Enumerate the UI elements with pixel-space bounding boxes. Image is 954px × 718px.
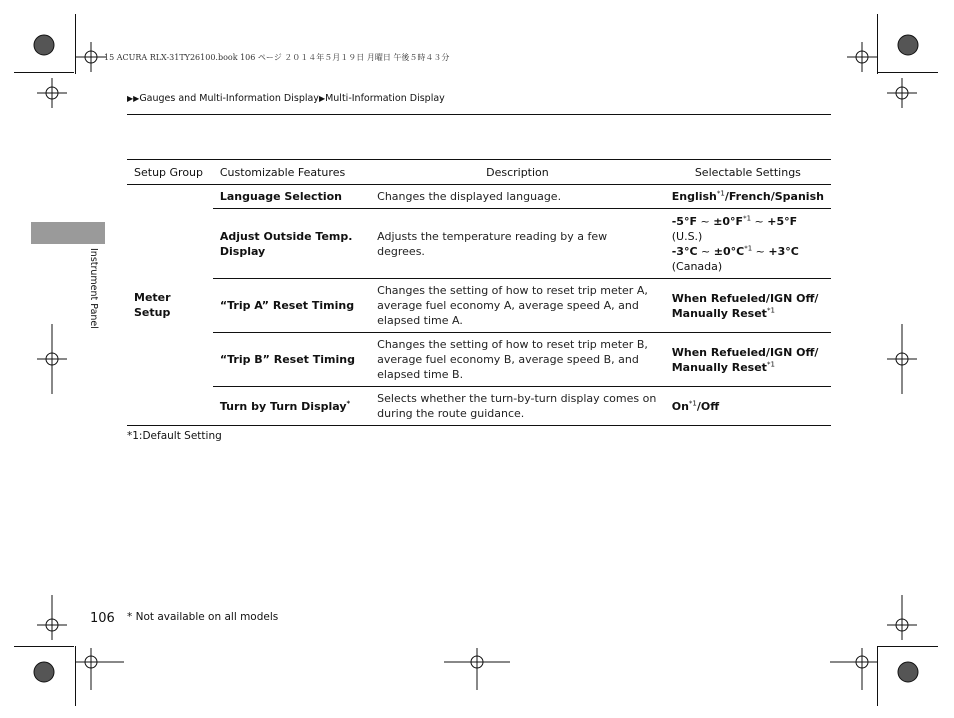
settings-cell: On$^{*1}$/Off: [665, 387, 831, 426]
description-cell: Changes the setting of how to reset trip meter B, average fuel economy B, average speed B, and elapsed time B.: [370, 333, 665, 387]
header-rule: [127, 114, 831, 115]
table-row: [127, 333, 831, 387]
header-description: Description: [370, 160, 665, 185]
feature-cell: Turn by Turn Display*: [213, 387, 370, 426]
header-setup-group: Setup Group: [127, 160, 213, 185]
setup-group-cell: Meter Setup: [127, 185, 213, 426]
feature-cell: “Trip B” Reset Timing: [213, 333, 370, 387]
print-header: 15 ACURA RLX-31TY26100.book 106 ページ ２０１４年５月１９日 月曜日 午後５時４３分: [104, 53, 450, 62]
table-row: [127, 279, 831, 333]
feature-cell: Adjust Outside Temp. Display: [213, 209, 370, 279]
table-row: [127, 209, 831, 279]
breadcrumb-arrow-icon: ▶▶: [127, 94, 140, 103]
default-setting-footnote: *1:Default Setting: [127, 430, 222, 442]
settings-cell: When Refueled/IGN Off/ Manually Reset$^{*1}$: [665, 279, 831, 333]
description-cell: Changes the setting of how to reset trip meter A, average fuel economy A, average speed A, and elapsed time A.: [370, 279, 665, 333]
table-header-row: [127, 160, 831, 185]
feature-cell: Language Selection: [213, 185, 370, 209]
header-customizable-features: Customizable Features: [213, 160, 370, 185]
chapter-tab: [31, 222, 105, 244]
breadcrumb: [127, 93, 445, 104]
breadcrumb-section: Gauges and Multi-Information Display: [139, 93, 319, 104]
settings-cell: When Refueled/IGN Off/ Manually Reset$^{*1}$: [665, 333, 831, 387]
settings-table: [127, 159, 831, 426]
page-number: 106: [90, 611, 115, 626]
table-row: [127, 185, 831, 209]
availability-note: * Not available on all models: [127, 611, 279, 623]
description-cell: Selects whether the turn-by-turn display comes on during the route guidance.: [370, 387, 665, 426]
description-cell: Adjusts the temperature reading by a few degrees.: [370, 209, 665, 279]
chapter-label: Instrument Panel: [88, 248, 99, 329]
description-cell: Changes the displayed language.: [370, 185, 665, 209]
feature-cell: “Trip A” Reset Timing: [213, 279, 370, 333]
breadcrumb-subsection: Multi-Information Display: [325, 93, 445, 104]
table-row: [127, 387, 831, 426]
breadcrumb-separator-icon: ▶: [318, 94, 326, 103]
settings-cell: -5°F ~ $\pm 0^\circ F^{*1}$ ~ +5°F (U.S.) -3°C ~ $\pm 0^\circ C^{*1}$ ~ +3°C (Canada): [665, 209, 831, 279]
settings-cell: English$^{*1}$/French/Spanish: [665, 185, 831, 209]
header-selectable-settings: Selectable Settings: [665, 160, 831, 185]
